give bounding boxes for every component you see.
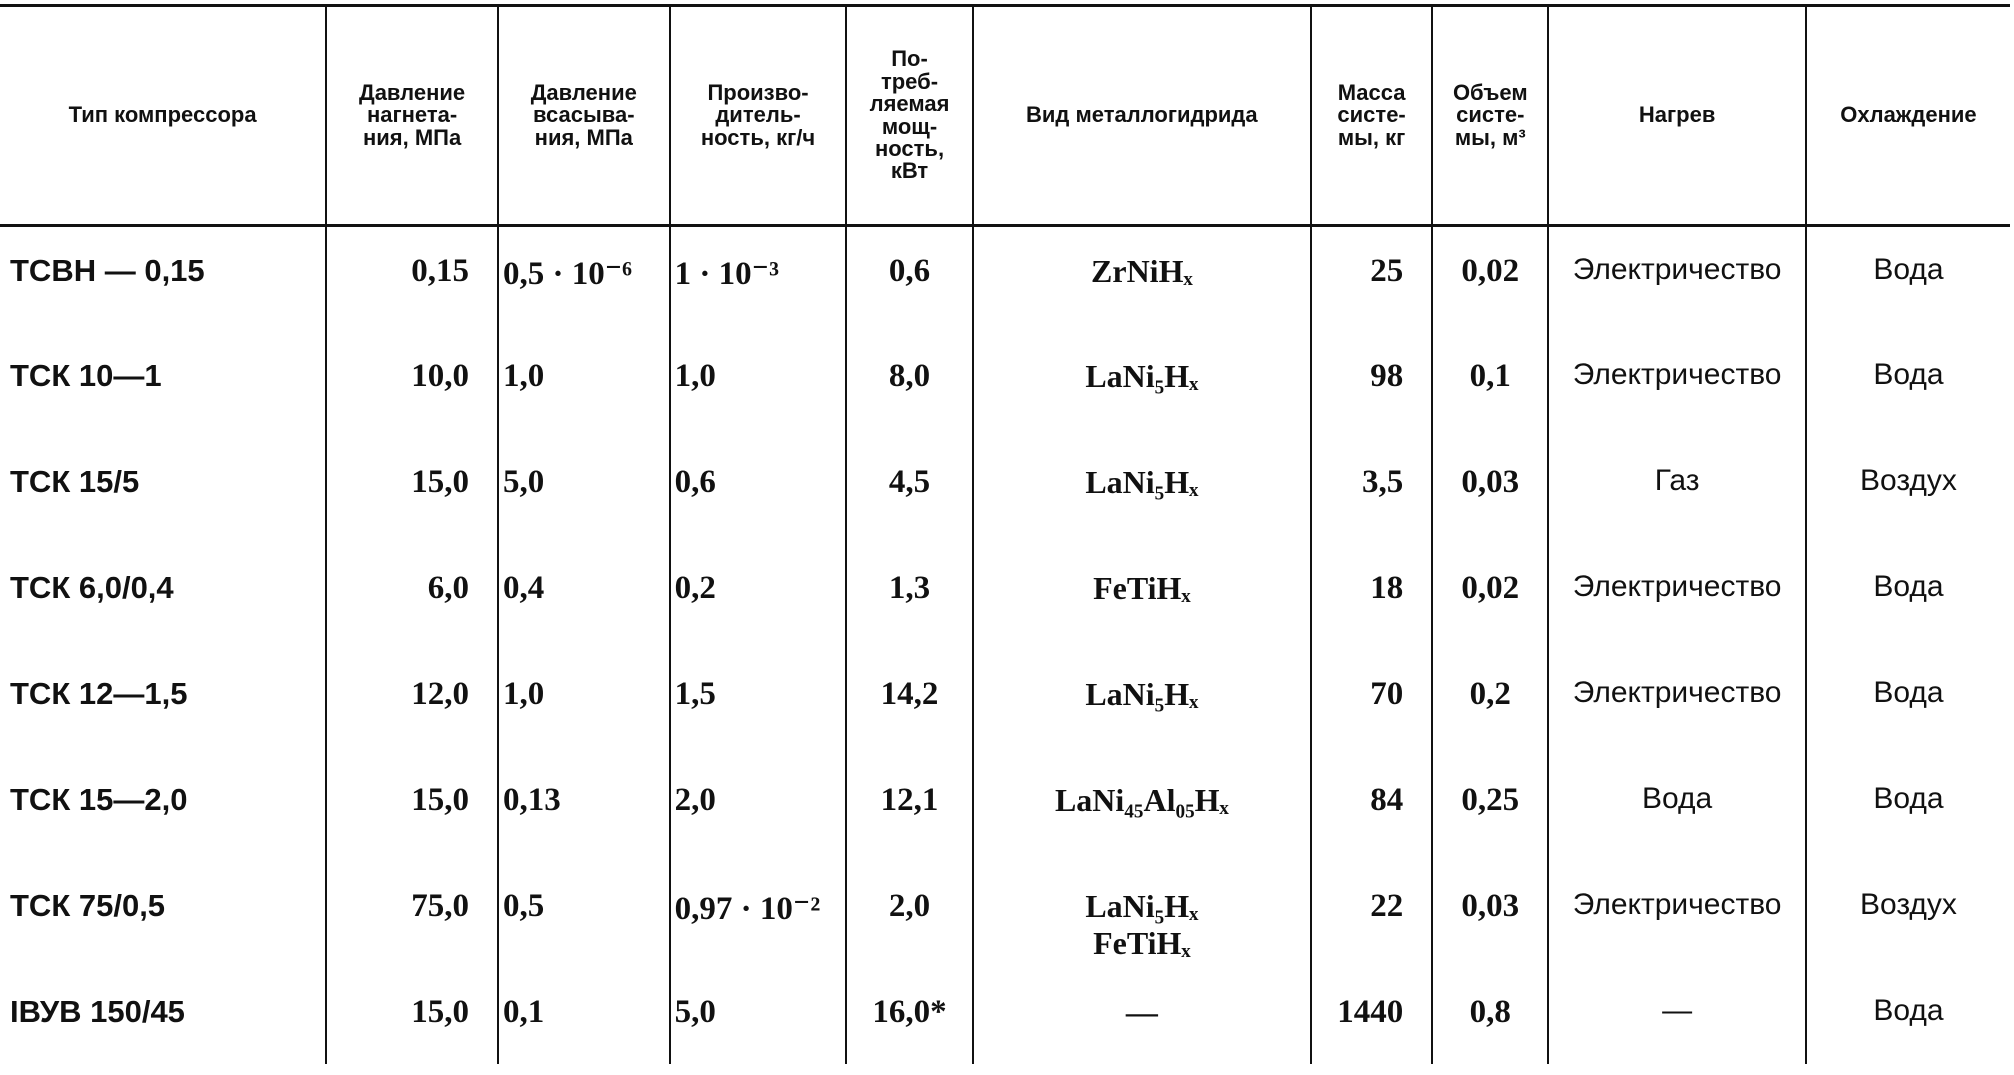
- cell-discharge: 75,0: [326, 862, 498, 968]
- cell-suction: 5,0: [498, 438, 670, 544]
- header-cooling: Охлаждение: [1806, 6, 2010, 226]
- cell-discharge: 15,0: [326, 756, 498, 862]
- cell-mass: 25: [1311, 226, 1432, 332]
- cell-mass: 84: [1311, 756, 1432, 862]
- header-volume: Объем систе- мы, м³: [1432, 6, 1548, 226]
- cell-hydride: LaNi₅Hₓ: [973, 438, 1311, 544]
- cell-hydride: FeTiHₓ: [973, 544, 1311, 650]
- cell-type: ТСК 75/0,5: [10, 887, 166, 923]
- cell-mass: 98: [1311, 332, 1432, 438]
- cell-type: ТСК 15—2,0: [10, 781, 188, 817]
- header-heating: Нагрев: [1548, 6, 1806, 226]
- cell-suction: 0,13: [498, 756, 670, 862]
- cell-heating: Вода: [1548, 756, 1806, 862]
- header-suction: Давление всасыва- ния, МПа: [498, 6, 670, 226]
- cell-capacity: 1,0: [670, 332, 847, 438]
- cell-hydride: LaNi₅Hₓ FeTiHₓ: [973, 862, 1311, 968]
- cell-cooling: Воздух: [1806, 438, 2010, 544]
- cell-power: 1,3: [846, 544, 972, 650]
- cell-volume: 0,1: [1432, 332, 1548, 438]
- cell-power: 16,0*: [846, 968, 972, 1064]
- cell-type: ТСК 12—1,5: [10, 675, 188, 711]
- cell-capacity: 5,0: [670, 968, 847, 1064]
- cell-mass: 22: [1311, 862, 1432, 968]
- cell-hydride: LaNi₅Hₓ: [973, 332, 1311, 438]
- table-row: [0, 650, 2010, 756]
- cell-capacity: 0,6: [670, 438, 847, 544]
- cell-cooling: Вода: [1806, 332, 2010, 438]
- table-body: [0, 226, 2010, 1064]
- cell-power: 2,0: [846, 862, 972, 968]
- cell-volume: 0,03: [1432, 438, 1548, 544]
- table-row: [0, 756, 2010, 862]
- cell-heating: Электричество: [1548, 332, 1806, 438]
- cell-hydride: ZrNiHₓ: [973, 226, 1311, 332]
- cell-cooling: Воздух: [1806, 862, 2010, 968]
- cell-mass: 70: [1311, 650, 1432, 756]
- cell-capacity: 1,5: [670, 650, 847, 756]
- cell-suction: 1,0: [498, 332, 670, 438]
- cell-hydride: LaNi₅Hₓ: [973, 650, 1311, 756]
- header-power: По- треб- ляемая мощ- ность, кВт: [846, 6, 972, 226]
- cell-discharge: 6,0: [326, 544, 498, 650]
- cell-type: ТСК 15/5: [10, 463, 140, 499]
- cell-volume: 0,2: [1432, 650, 1548, 756]
- cell-heating: Электричество: [1548, 862, 1806, 968]
- cell-hydride: —: [973, 968, 1311, 1064]
- header-capacity: Произво- дитель- ность, кг/ч: [670, 6, 847, 226]
- cell-suction: 0,1: [498, 968, 670, 1064]
- header-type: Тип компрессора: [68, 102, 257, 128]
- table-row: [0, 544, 2010, 650]
- cell-cooling: Вода: [1806, 968, 2010, 1064]
- cell-heating: Электричество: [1548, 544, 1806, 650]
- cell-capacity: 0,2: [670, 544, 847, 650]
- cell-power: 14,2: [846, 650, 972, 756]
- cell-suction: 1,0: [498, 650, 670, 756]
- table-row: [0, 226, 2010, 332]
- cell-mass: 18: [1311, 544, 1432, 650]
- table-row: [0, 332, 2010, 438]
- cell-discharge: 0,15: [326, 226, 498, 332]
- header-hydride: Вид металлогидрида: [973, 6, 1311, 226]
- cell-discharge: 12,0: [326, 650, 498, 756]
- table-row: [0, 968, 2010, 1064]
- cell-power: 8,0: [846, 332, 972, 438]
- cell-volume: 0,25: [1432, 756, 1548, 862]
- cell-cooling: Вода: [1806, 226, 2010, 332]
- cell-power: 12,1: [846, 756, 972, 862]
- cell-discharge: 15,0: [326, 968, 498, 1064]
- cell-power: 0,6: [846, 226, 972, 332]
- table-row: [0, 438, 2010, 544]
- cell-cooling: Вода: [1806, 756, 2010, 862]
- cell-capacity: 0,97 · 10⁻²: [670, 862, 847, 968]
- cell-type: ТСВН — 0,15: [10, 253, 205, 288]
- cell-capacity: 2,0: [670, 756, 847, 862]
- table-header: [0, 6, 2010, 226]
- cell-heating: Газ: [1548, 438, 1806, 544]
- cell-volume: 0,02: [1432, 544, 1548, 650]
- cell-heating: Электричество: [1548, 650, 1806, 756]
- cell-cooling: Вода: [1806, 544, 2010, 650]
- cell-volume: 0,03: [1432, 862, 1548, 968]
- cell-type: ТСК 10—1: [10, 357, 162, 393]
- cell-volume: 0,8: [1432, 968, 1548, 1064]
- cell-type: ТСК 6,0/0,4: [10, 569, 174, 605]
- cell-power: 4,5: [846, 438, 972, 544]
- cell-hydride: LaNi₄₅Al₀₅Hₓ: [973, 756, 1311, 862]
- cell-capacity: 1 · 10⁻³: [670, 226, 847, 332]
- header-discharge: Давление нагнета- ния, МПа: [326, 6, 498, 226]
- cell-heating: —: [1548, 968, 1806, 1064]
- header-mass: Масса систе- мы, кг: [1311, 6, 1432, 226]
- cell-mass: 3,5: [1311, 438, 1432, 544]
- cell-suction: 0,4: [498, 544, 670, 650]
- cell-suction: 0,5 · 10⁻⁶: [498, 226, 670, 332]
- cell-suction: 0,5: [498, 862, 670, 968]
- cell-cooling: Вода: [1806, 650, 2010, 756]
- cell-discharge: 15,0: [326, 438, 498, 544]
- cell-heating: Электричество: [1548, 226, 1806, 332]
- cell-type: IВУВ 150/45: [10, 993, 185, 1029]
- cell-discharge: 10,0: [326, 332, 498, 438]
- cell-mass: 1440: [1311, 968, 1432, 1064]
- table-row: [0, 862, 2010, 968]
- cell-volume: 0,02: [1432, 226, 1548, 332]
- compressor-table: [0, 4, 2010, 1064]
